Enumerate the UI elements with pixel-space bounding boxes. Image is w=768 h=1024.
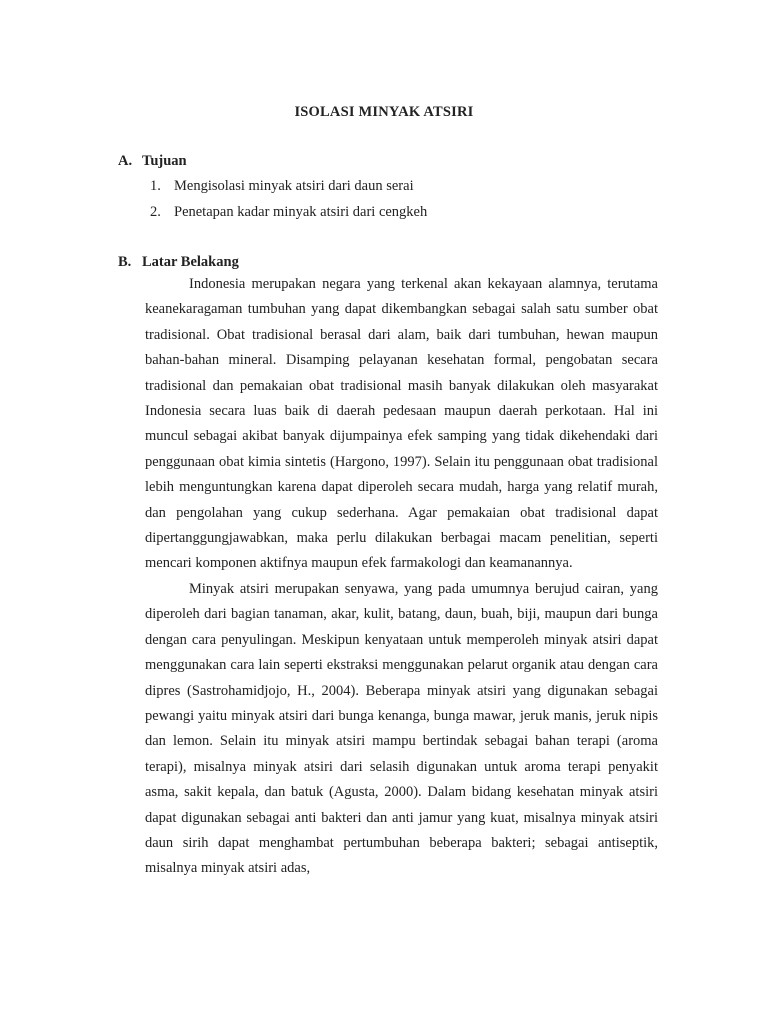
list-item bbox=[150, 178, 414, 195]
list-text: Penetapan kadar minyak atsiri dari cengkeh bbox=[174, 204, 428, 220]
section-title: Tujuan bbox=[142, 153, 187, 169]
section-heading-tujuan bbox=[118, 153, 187, 170]
list-text: Mengisolasi minyak atsiri dari daun serai bbox=[174, 178, 414, 194]
section-heading-latar-belakang bbox=[118, 254, 239, 271]
list-number: 2. bbox=[150, 204, 161, 220]
list-item bbox=[150, 204, 427, 221]
body-paragraph: Indonesia merupakan negara yang terkenal akan kekayaan alamnya, terutama keanekaragaman tumbuhan yang dapat dikembangkan sebagai salah satu sumber obat tradisional. Obat tradisional berasal dari alam, baik dari tumbuhan, hewan maupun bahan-bahan mineral. Disamping pelayanan kesehatan formal, pengobatan secara tradisional dan pemakaian obat tradisional masih banyak dilakukan oleh masyarakat Indonesia secara luas baik di daerah pedesaan maupun daerah perkotaan. Hal ini muncul sebagai akibat banyak dijumpainya efek samping yang tidak dikehendaki dari penggunaan obat kimia sintetis (Hargono, 1997). Selain itu penggunaan obat tradisional lebih menguntungkan karena dapat diperoleh secara mudah, harga yang relatif murah, dan pengolahan yang cukup sederhana. Agar pemakaian obat tradisional dapat dipertanggungjawabkan, maka perlu dilakukan berbagai macam penelitian, seperti mencari komponen aktifnya maupun efek farmakologi dan keamanannya. bbox=[145, 276, 658, 572]
section-letter: A. bbox=[118, 153, 133, 169]
section-body bbox=[145, 272, 658, 882]
body-paragraph: Minyak atsiri merupakan senyawa, yang pada umumnya berujud cairan, yang diperoleh dari bagian tanaman, akar, kulit, batang, daun, buah, biji, maupun dari bunga dengan cara penyulingan. Meskipun kenyataan untuk memperoleh minyak atsiri dapat menggunakan cara lain seperti ekstraksi menggunakan pelarut organik atau dengan cara dipres (Sastrohamidjojo, H., 2004). Beberapa minyak atsiri yang digunakan sebagai pewangi yaitu minyak atsiri dari bunga kenanga, bunga mawar, jeruk manis, jeruk nipis dan lemon. Selain itu minyak atsiri mampu bertindak sebagai bahan terapi (aroma terapi), misalnya minyak atsiri dari selasih digunakan untuk aroma terapi penyakit asma, sakit kepala, dan batuk (Agusta, 2000). Dalam bidang kesehatan minyak atsiri dapat digunakan sebagai anti bakteri dan anti jamur yang kuat, misalnya minyak atsiri daun sirih dapat menghambat pertumbuhan beberapa bakteri; sebagai antiseptik, misalnya minyak atsiri adas, bbox=[145, 580, 658, 877]
document-title: ISOLASI MINYAK ATSIRI bbox=[294, 104, 474, 120]
list-number: 1. bbox=[150, 178, 161, 194]
section-letter: B. bbox=[118, 254, 132, 270]
section-title: Latar Belakang bbox=[142, 254, 239, 270]
